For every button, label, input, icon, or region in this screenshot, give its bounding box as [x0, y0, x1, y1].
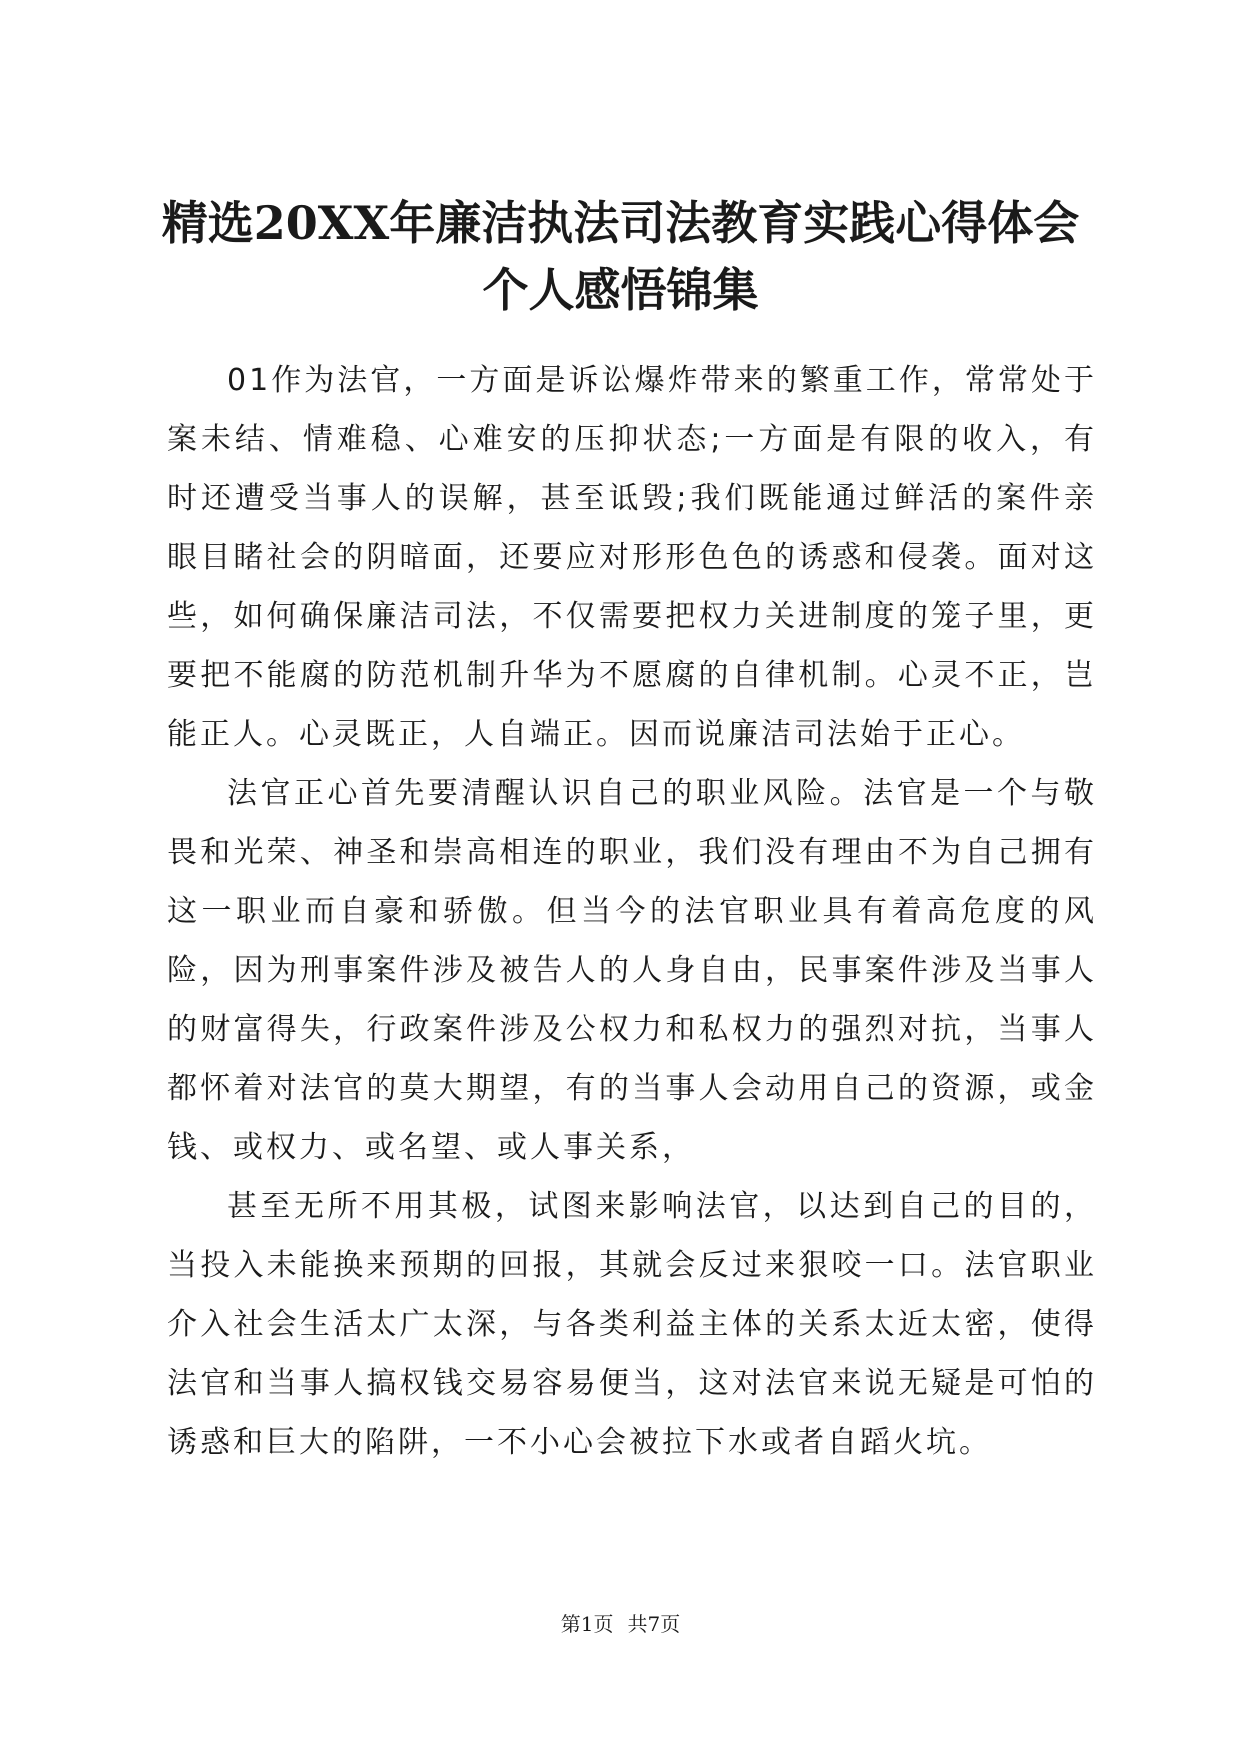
page-footer: [0, 1610, 1241, 1638]
page-number: 第1页: [560, 1612, 614, 1636]
paragraph-1: 01作为法官，一方面是诉讼爆炸带来的繁重工作，常常处于案未结、情难稳、心难安的压抑状态;一方面是有限的收入，有时还遭受当事人的误解，甚至诋毁;我们既能通过鲜活的案件亲眼目睹社会的阴暗面，还要应对形形色色的诱惑和侵袭。面对这些，如何确保廉洁司法，不仅需要把权力关进制度的笼子里，更要把不能腐的防范机制升华为不愿腐的自律机制。心灵不正，岂能正人。心灵既正，人自端正。因而说廉洁司法始于正心。: [167, 363, 1097, 752]
document-title: [150, 190, 1091, 324]
page-total: 共7页: [627, 1612, 681, 1636]
document-body: [167, 351, 1097, 1472]
title-line-2: 个人感悟锦集: [482, 263, 759, 317]
paragraph-3: 甚至无所不用其极，试图来影响法官，以达到自己的目的，当投入未能换来预期的回报，其就会反过来狠咬一口。法官职业介入社会生活太广太深，与各类利益主体的关系太近太密，使得法官和当事人搞权钱交易容易便当，这对法官来说无疑是可怕的诱惑和巨大的陷阱，一不小心会被拉下水或者自蹈火坑。: [167, 1189, 1097, 1460]
title-line-1: 精选20XX年廉洁执法司法教育实践心得体会: [161, 196, 1080, 250]
paragraph-2: 法官正心首先要清醒认识自己的职业风险。法官是一个与敬畏和光荣、神圣和崇高相连的职业，我们没有理由不为自己拥有这一职业而自豪和骄傲。但当今的法官职业具有着高危度的风险，因为刑事案件涉及被告人的人身自由，民事案件涉及当事人的财富得失，行政案件涉及公权力和私权力的强烈对抗，当事人都怀着对法官的莫大期望，有的当事人会动用自己的资源，或金钱、或权力、或名望、或人事关系，: [167, 776, 1097, 1165]
